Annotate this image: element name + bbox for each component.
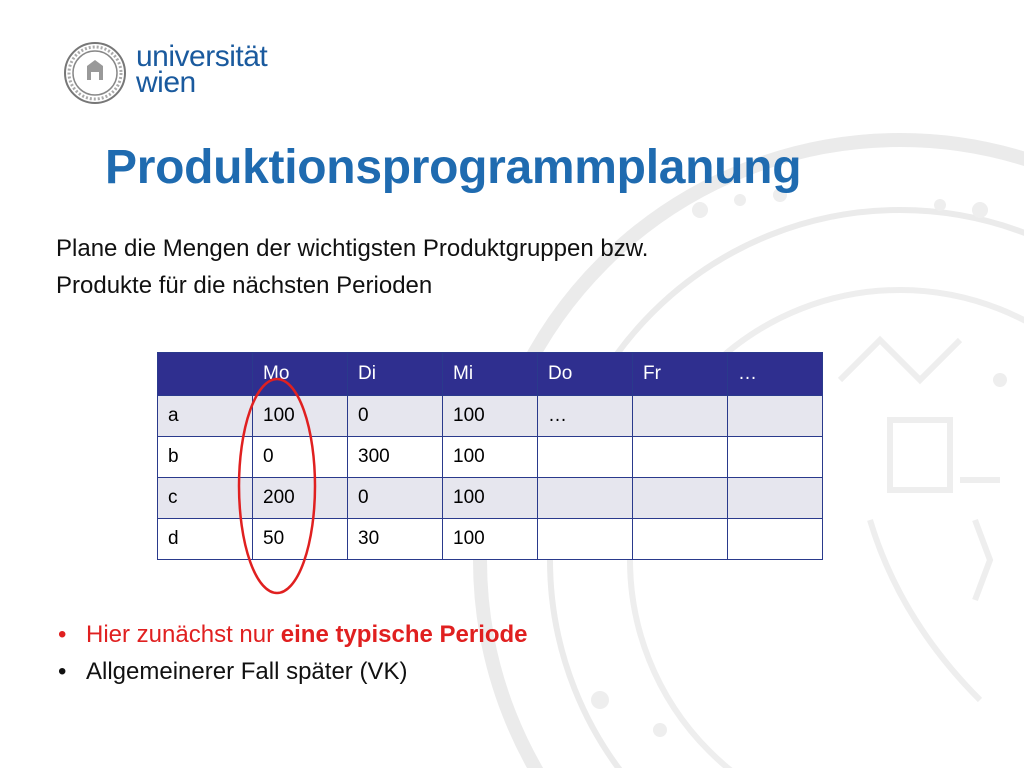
highlight-oval: [234, 374, 324, 598]
logo-text-line2: wien: [136, 66, 196, 99]
table-cell: 0: [253, 437, 348, 478]
table-cell: d: [158, 519, 253, 560]
table-cell: 200: [253, 478, 348, 519]
bullet-marker: •: [58, 658, 67, 685]
header-cell: Fr: [633, 353, 728, 396]
intro-line-2: Produkte für die nächsten Perioden: [56, 272, 433, 299]
table-cell: [633, 396, 728, 437]
table-cell: [728, 519, 823, 560]
bullet-marker: •: [58, 621, 67, 648]
header-cell: …: [728, 353, 823, 396]
university-logo: [62, 40, 298, 106]
table-cell: 50: [253, 519, 348, 560]
table-cell: [728, 437, 823, 478]
table-cell: 100: [443, 478, 538, 519]
bullet-text-emphasis: eine typische Periode: [280, 621, 528, 648]
logo-text-line1: universität: [136, 40, 268, 73]
table-cell: b: [158, 437, 253, 478]
header-cell: Mo: [253, 353, 348, 396]
table-cell: c: [158, 478, 253, 519]
header-cell: Do: [538, 353, 633, 396]
table-cell: [633, 437, 728, 478]
bullet-text: Allgemeinerer Fall später (VK): [86, 658, 408, 685]
table-cell: 0: [348, 478, 443, 519]
header-cell: Di: [348, 353, 443, 396]
table-cell: [728, 396, 823, 437]
table-cell: [728, 478, 823, 519]
header-cell: Mi: [443, 353, 538, 396]
table-cell: 100: [443, 396, 538, 437]
bullet-text-prefix: Hier zunächst nur: [86, 621, 281, 648]
table-cell: a: [158, 396, 253, 437]
bullet-item: [56, 653, 528, 690]
seal-icon: [62, 40, 128, 106]
table-cell: [538, 519, 633, 560]
intro-text: [56, 230, 956, 304]
bullet-list: [56, 616, 528, 690]
table-cell: 100: [443, 519, 538, 560]
table-cell: [538, 478, 633, 519]
table-cell: [633, 478, 728, 519]
table-cell: …: [538, 396, 633, 437]
table-cell: 100: [443, 437, 538, 478]
slide-title: Produktionsprogrammplanung: [105, 141, 802, 194]
table-cell: [633, 519, 728, 560]
table-cell: 0: [348, 396, 443, 437]
table-cell: 100: [253, 396, 348, 437]
table-cell: [538, 437, 633, 478]
bullet-item: [56, 616, 528, 653]
intro-line-1: Plane die Mengen der wichtigsten Produktgruppen bzw.: [56, 235, 649, 262]
table-cell: 30: [348, 519, 443, 560]
table-cell: 300: [348, 437, 443, 478]
